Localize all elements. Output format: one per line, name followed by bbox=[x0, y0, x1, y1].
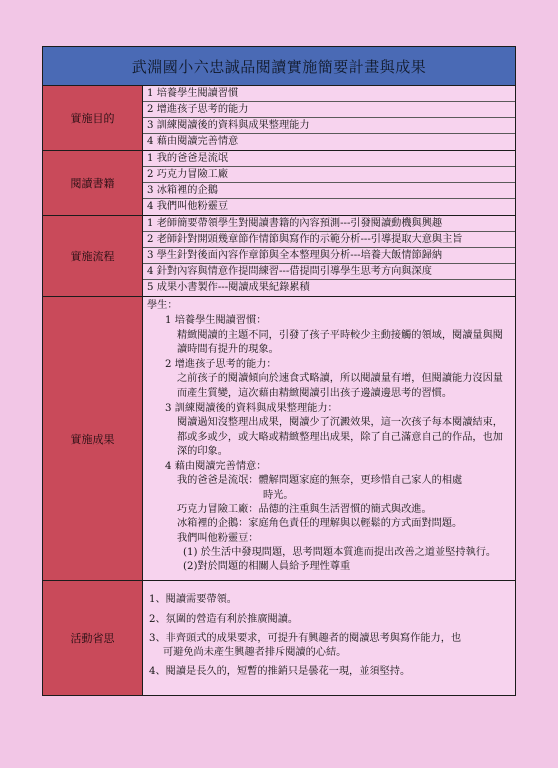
result-heading: 3 訓練閱讀後的資料與成果整理能力： bbox=[165, 402, 338, 414]
result-sub-point: (1) 於生活中發現問題，思考問題本質進而提出改善之道並堅持執行。 bbox=[183, 546, 497, 558]
result-sub-point: (2)對於問題的相關人員給予理性尊重 bbox=[183, 561, 351, 573]
process-step: 5 成果小書製作---閱讀成果紀錄累積 bbox=[147, 282, 310, 293]
results-intro: 學生： bbox=[147, 300, 178, 311]
row-results bbox=[43, 297, 515, 581]
book-item: 1 我的爸爸是流氓 bbox=[143, 151, 515, 167]
process-step: 3 學生針對後面內容作章節與全本整理與分析---培養大飯情節歸納 bbox=[143, 248, 515, 264]
review-item: 4、閱讀是長久的，短暫的推銷只是曇花一現，並須堅持。 bbox=[149, 666, 411, 678]
review-label: 活動省思 bbox=[43, 581, 143, 694]
goal-item: 1 培養學生閱讀習慣 bbox=[143, 86, 515, 102]
goal-item: 3 訓練閱讀後的資料與成果整理能力 bbox=[143, 118, 515, 134]
result-paragraph: 閱讀過知沒整理出成果，閱讀少了沉澱效果，這一次孩子每本閱讀結束，都或多或少，或大略或精緻整理出成果，除了自己滿意自己的作品，也加深的印象。 bbox=[177, 417, 503, 457]
row-review bbox=[43, 581, 515, 694]
books-label: 閱讀書籍 bbox=[43, 151, 143, 215]
plan-table bbox=[42, 46, 516, 696]
row-goals bbox=[43, 86, 515, 151]
process-step: 2 老師針對開頭幾章節作情節與寫作的示範分析---引導提取大意與主旨 bbox=[143, 232, 515, 248]
process-step: 4 針對內容與情意作提問練習---借提問引導學生思考方向與深度 bbox=[143, 264, 515, 280]
result-heading: 1 培養學生閱讀習慣： bbox=[165, 315, 267, 327]
review-content bbox=[143, 581, 515, 694]
book-item: 4 我們叫他粉靈豆 bbox=[147, 201, 229, 212]
document-title: 武淵國小六忠誠品閱讀實施簡要計畫與成果 bbox=[43, 47, 515, 86]
result-book-note-cont: 時光。 bbox=[263, 489, 294, 501]
process-content bbox=[143, 216, 515, 296]
result-heading: 2 增進孩子思考的能力： bbox=[165, 359, 277, 371]
goal-item: 4 藉由閱讀完善情意 bbox=[147, 136, 239, 147]
goals-label: 實施目的 bbox=[43, 86, 143, 150]
result-book-note: 我的爸爸是流氓：體解問題家庭的無奈，更珍惜自己家人的相處 bbox=[177, 475, 463, 487]
result-book-note: 我們叫他粉靈豆： bbox=[177, 532, 259, 544]
goals-content bbox=[143, 86, 515, 150]
goal-item: 2 增進孩子思考的能力 bbox=[143, 102, 515, 118]
result-book-note: 巧克力冒險工廠：品德的注重與生活習慣的簡式與改進。 bbox=[177, 503, 432, 515]
review-item: 3、非齊頭式的成果要求，可提升有興趣者的閱讀思考與寫作能力，也 bbox=[149, 632, 462, 644]
review-item-cont: 可避免尚未產生興趣者排斥閱讀的心結。 bbox=[163, 647, 347, 659]
review-item: 2、氛圍的營造有利於推廣閱讀。 bbox=[149, 613, 299, 625]
books-content bbox=[143, 151, 515, 215]
process-label: 實施流程 bbox=[43, 216, 143, 296]
result-paragraph: 之前孩子的閱讀傾向於速食式略讀，所以閱讀量有增，但閱讀能力沒因量而產生質變，這次藉由精緻閱讀引出孩子邊讀邊思考的習慣。 bbox=[177, 373, 503, 399]
book-item: 2 巧克力冒險工廠 bbox=[143, 167, 515, 183]
result-paragraph: 精緻閱讀的主題不同，引發了孩子平時較少主動接觸的領域，閱讀量與閱讀時間有提升的現象。 bbox=[177, 329, 503, 355]
results-label: 實施成果 bbox=[43, 297, 143, 580]
result-book-note: 冰箱裡的企鵝：家庭角色責任的理解與以輕鬆的方式面對問題。 bbox=[177, 518, 463, 530]
results-content bbox=[143, 297, 515, 580]
review-item: 1、閱讀需要帶領。 bbox=[149, 594, 237, 606]
row-books bbox=[43, 151, 515, 216]
row-process bbox=[43, 216, 515, 297]
book-item: 3 冰箱裡的企鵝 bbox=[143, 183, 515, 199]
result-heading: 4 藉由閱讀完善情意： bbox=[165, 461, 267, 473]
process-step: 1 老師簡要帶領學生對閱讀書籍的內容預測---引發閱讀動機與興趣 bbox=[143, 216, 515, 232]
